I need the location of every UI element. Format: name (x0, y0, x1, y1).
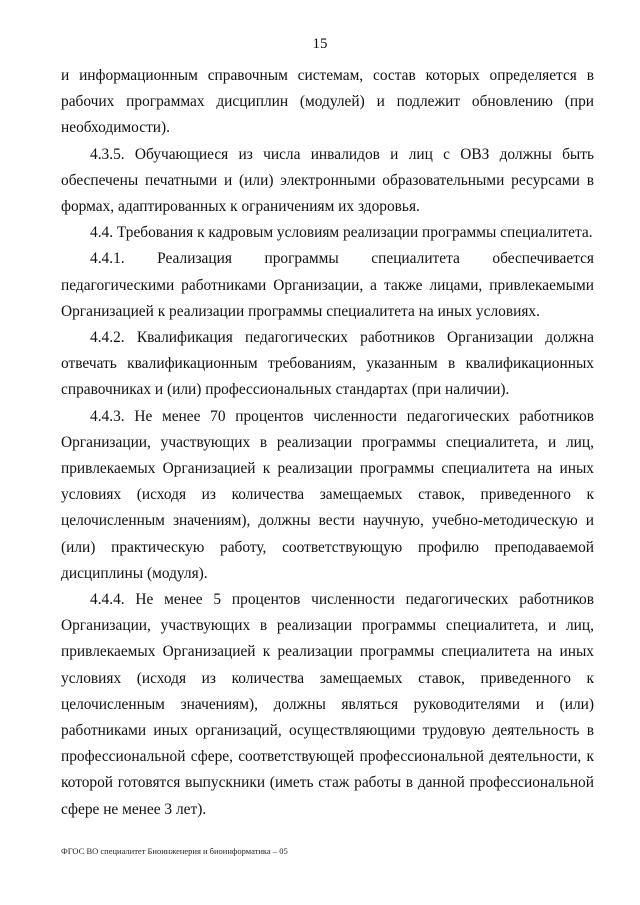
paragraph-4-3-5: 4.3.5. Обучающиеся из числа инвалидов и лиц с ОВЗ должны быть обеспечены печатными и (или) электронными образовательными ресурсами в формах, адаптированных к ограничениям их здоровья. (61, 145, 594, 216)
paragraph-continuation: и информационным справочным системам, состав которых определяется в рабочих программах дисциплин (модулей) и подлежит обновлению (при необходимости). (61, 67, 594, 137)
paragraph-4-4-4: 4.4.4. Не менее 5 процентов численности педагогических работников Организации, участвующих в реализации программы специалитета, и лиц, привлекаемых Организацией к реализации программы специалитета на иных условиях (исходя из количества замещаемых ставок, приведенного к целочисленным значениям), должны являться руководителями и (или) работниками иных организаций, осуществляющими трудовую деятельность в профессиональной сфере, соответствующей профессиональной деятельности, к которой готовятся выпускники (иметь стаж работы в данной профессиональной сфере не менее 3 лет). (61, 591, 594, 818)
page-footer: ФГОС ВО специалитет Биоинженерия и биоинформатика – 05 (61, 846, 288, 856)
document-body (61, 63, 594, 823)
paragraph-4-4-2: 4.4.2. Квалификация педагогических работников Организации должна отвечать квалификационным требованиям, указанным в квалификационных справочниках и (или) профессиональных стандартах (при наличии). (61, 329, 594, 399)
section-heading-4-4: 4.4. Требования к кадровым условиям реализации программы специалитета. (90, 224, 593, 242)
paragraph-4-4-1: 4.4.1. Реализация программы специалитета обеспечивается педагогическими работниками Организации, а также лицами, привлекаемыми Организацией к реализации программы специалитета на иных условиях. (61, 250, 594, 320)
page-number: 15 (312, 36, 328, 52)
paragraph-4-4-3: 4.4.3. Не менее 70 процентов численности педагогических работников Организации, участвующих в реализации программы специалитета, и лиц, привлекаемых Организацией к реализации программы специалитета на иных условиях (исходя из количества замещаемых ставок, приведенного к целочисленным значениям), должны вести научную, учебно-методическую и (или) практическую работу, соответствующую профилю преподаваемой дисциплины (модуля). (61, 407, 594, 582)
